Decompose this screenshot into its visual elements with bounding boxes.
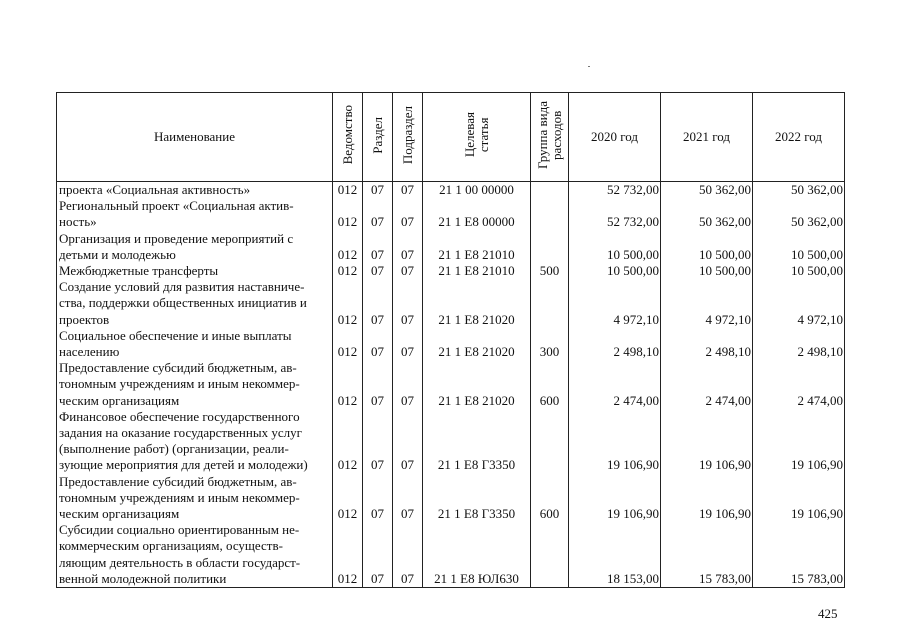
amount-2021-cell: 4 972,10	[661, 279, 753, 328]
vedomstvo-cell: 012	[333, 360, 363, 409]
table-row	[57, 409, 845, 474]
amount-2021-cell: 50 362,00	[661, 182, 753, 199]
amount-2022-cell: 50 362,00	[753, 182, 845, 199]
header-year-2022: 2022 год	[753, 93, 845, 182]
tselevaya-statya-cell: 21 1 E8 Г3350	[423, 409, 531, 474]
amount-2022-cell: 19 106,90	[753, 409, 845, 474]
razdel-cell: 07	[363, 360, 393, 409]
row-name-cell	[57, 522, 333, 587]
amount-2020-cell: 18 153,00	[569, 522, 661, 587]
gruppa-vida-cell	[531, 182, 569, 199]
amount-2022-cell: 10 500,00	[753, 231, 845, 263]
row-name-line: ства, поддержки общественных инициатив и	[59, 295, 307, 311]
razdel-cell: 07	[363, 263, 393, 279]
row-name-line: ляющим деятельность в области государст-	[59, 554, 301, 570]
table-row	[57, 474, 845, 523]
podrazdel-cell: 07	[393, 328, 423, 360]
header-razdel: Раздел	[363, 93, 393, 182]
amount-2022-cell: 19 106,90	[753, 474, 845, 523]
amount-2021-cell: 2 474,00	[661, 360, 753, 409]
podrazdel-cell: 07	[393, 360, 423, 409]
amount-2020-cell: 52 732,00	[569, 198, 661, 230]
tselevaya-statya-cell: 21 1 E8 21010	[423, 263, 531, 279]
row-name-line: населению	[59, 344, 120, 360]
page-number: 425	[818, 606, 838, 621]
gruppa-vida-cell	[531, 522, 569, 587]
table-header-row	[57, 93, 845, 182]
vedomstvo-cell: 012	[333, 231, 363, 263]
podrazdel-cell: 07	[393, 522, 423, 587]
razdel-cell: 07	[363, 328, 393, 360]
row-name-line: ческим организациям	[59, 506, 180, 522]
row-name-cell	[57, 328, 333, 360]
gruppa-vida-cell	[531, 409, 569, 474]
row-name-cell	[57, 279, 333, 328]
gruppa-vida-cell	[531, 279, 569, 328]
row-name-line: венной молодежной политики	[59, 570, 227, 586]
row-name-cell	[57, 474, 333, 523]
row-name-line: зующие мероприятия для детей и молодежи)	[59, 457, 308, 473]
row-name-line: проектов	[59, 311, 110, 327]
tselevaya-statya-cell: 21 1 E8 21010	[423, 231, 531, 263]
podrazdel-cell: 07	[393, 409, 423, 474]
speck-mark	[588, 66, 590, 67]
row-name-line: Предоставление субсидий бюджетным, ав-	[59, 473, 297, 489]
header-tselevaya-statya: Целевая статья	[423, 93, 531, 182]
row-name-line: Межбюджетные трансферты	[59, 263, 219, 279]
gruppa-vida-cell: 600	[531, 360, 569, 409]
vedomstvo-cell: 012	[333, 328, 363, 360]
row-name-line: Субсидии социально ориентированным не-	[59, 522, 300, 538]
gruppa-vida-cell: 300	[531, 328, 569, 360]
tselevaya-statya-cell: 21 1 E8 21020	[423, 279, 531, 328]
amount-2020-cell: 4 972,10	[569, 279, 661, 328]
row-name-cell	[57, 231, 333, 263]
tselevaya-statya-cell: 21 1 00 00000	[423, 182, 531, 199]
header-name: Наименование	[57, 93, 333, 182]
amount-2022-cell: 4 972,10	[753, 279, 845, 328]
amount-2022-cell: 2 498,10	[753, 328, 845, 360]
row-name-cell	[57, 409, 333, 474]
table-row	[57, 522, 845, 587]
amount-2021-cell: 19 106,90	[661, 409, 753, 474]
table-row	[57, 328, 845, 360]
amount-2020-cell: 52 732,00	[569, 182, 661, 199]
amount-2021-cell: 19 106,90	[661, 474, 753, 523]
table-row	[57, 360, 845, 409]
amount-2020-cell: 10 500,00	[569, 231, 661, 263]
header-year-2020: 2020 год	[569, 93, 661, 182]
podrazdel-cell: 07	[393, 279, 423, 328]
header-year-2021: 2021 год	[661, 93, 753, 182]
razdel-cell: 07	[363, 231, 393, 263]
vedomstvo-cell: 012	[333, 409, 363, 474]
amount-2020-cell: 19 106,90	[569, 409, 661, 474]
amount-2020-cell: 2 474,00	[569, 360, 661, 409]
amount-2020-cell: 2 498,10	[569, 328, 661, 360]
gruppa-vida-cell: 500	[531, 263, 569, 279]
amount-2022-cell: 50 362,00	[753, 198, 845, 230]
amount-2022-cell: 10 500,00	[753, 263, 845, 279]
tselevaya-statya-cell: 21 1 E8 00000	[423, 198, 531, 230]
vedomstvo-cell: 012	[333, 198, 363, 230]
vedomstvo-cell: 012	[333, 263, 363, 279]
razdel-cell: 07	[363, 409, 393, 474]
table-row	[57, 279, 845, 328]
razdel-cell: 07	[363, 279, 393, 328]
row-name-line: Социальное обеспечение и иные выплаты	[59, 327, 292, 343]
tselevaya-statya-cell: 21 1 E8 21020	[423, 328, 531, 360]
amount-2020-cell: 19 106,90	[569, 474, 661, 523]
podrazdel-cell: 07	[393, 263, 423, 279]
table-row	[57, 263, 845, 279]
razdel-cell: 07	[363, 182, 393, 199]
amount-2022-cell: 2 474,00	[753, 360, 845, 409]
amount-2022-cell: 15 783,00	[753, 522, 845, 587]
podrazdel-cell: 07	[393, 231, 423, 263]
row-name-line: тономным учреждениям и иным некоммер-	[59, 489, 300, 505]
gruppa-vida-cell	[531, 198, 569, 230]
row-name-line: Предоставление субсидий бюджетным, ав-	[59, 360, 297, 376]
row-name-line: ность»	[59, 214, 97, 230]
vedomstvo-cell: 012	[333, 182, 363, 199]
row-name-line: Финансовое обеспечение государственного	[59, 408, 300, 424]
row-name-line: детьми и молодежью	[59, 246, 176, 262]
amount-2020-cell: 10 500,00	[569, 263, 661, 279]
tselevaya-statya-cell: 21 1 E8 ЮЛ630	[423, 522, 531, 587]
row-name-line: коммерческим организациям, осуществ-	[59, 538, 283, 554]
razdel-cell: 07	[363, 474, 393, 523]
razdel-cell: 07	[363, 198, 393, 230]
row-name-line: Организация и проведение мероприятий с	[59, 230, 294, 246]
row-name-line: ческим организациям	[59, 392, 180, 408]
podrazdel-cell: 07	[393, 182, 423, 199]
gruppa-vida-cell	[531, 231, 569, 263]
vedomstvo-cell: 012	[333, 474, 363, 523]
gruppa-vida-cell: 600	[531, 474, 569, 523]
table-row	[57, 198, 845, 230]
vedomstvo-cell: 012	[333, 522, 363, 587]
tselevaya-statya-cell: 21 1 E8 21020	[423, 360, 531, 409]
table-row	[57, 182, 845, 199]
podrazdel-cell: 07	[393, 198, 423, 230]
row-name-line: задания на оказание государственных услуг	[59, 425, 302, 441]
budget-table	[56, 92, 845, 588]
row-name-cell	[57, 198, 333, 230]
row-name-line: тономным учреждениям и иным некоммер-	[59, 376, 300, 392]
amount-2021-cell: 2 498,10	[661, 328, 753, 360]
row-name-line: (выполнение работ) (организации, реали-	[59, 441, 289, 457]
table-row	[57, 231, 845, 263]
row-name-line: проекта «Социальная активность»	[59, 182, 251, 197]
row-name-cell	[57, 182, 333, 199]
tselevaya-statya-cell: 21 1 E8 Г3350	[423, 474, 531, 523]
podrazdel-cell: 07	[393, 474, 423, 523]
vedomstvo-cell: 012	[333, 279, 363, 328]
row-name-line: Региональный проект «Социальная актив-	[59, 198, 294, 214]
header-podrazdel: Подраздел	[393, 93, 423, 182]
header-vedomstvo: Ведомство	[333, 93, 363, 182]
row-name-cell	[57, 360, 333, 409]
row-name-line: Создание условий для развития наставниче-	[59, 279, 305, 295]
amount-2021-cell: 50 362,00	[661, 198, 753, 230]
razdel-cell: 07	[363, 522, 393, 587]
amount-2021-cell: 10 500,00	[661, 231, 753, 263]
header-gruppa-vida: Группа вида расходов	[531, 93, 569, 182]
row-name-cell	[57, 263, 333, 279]
amount-2021-cell: 15 783,00	[661, 522, 753, 587]
amount-2021-cell: 10 500,00	[661, 263, 753, 279]
